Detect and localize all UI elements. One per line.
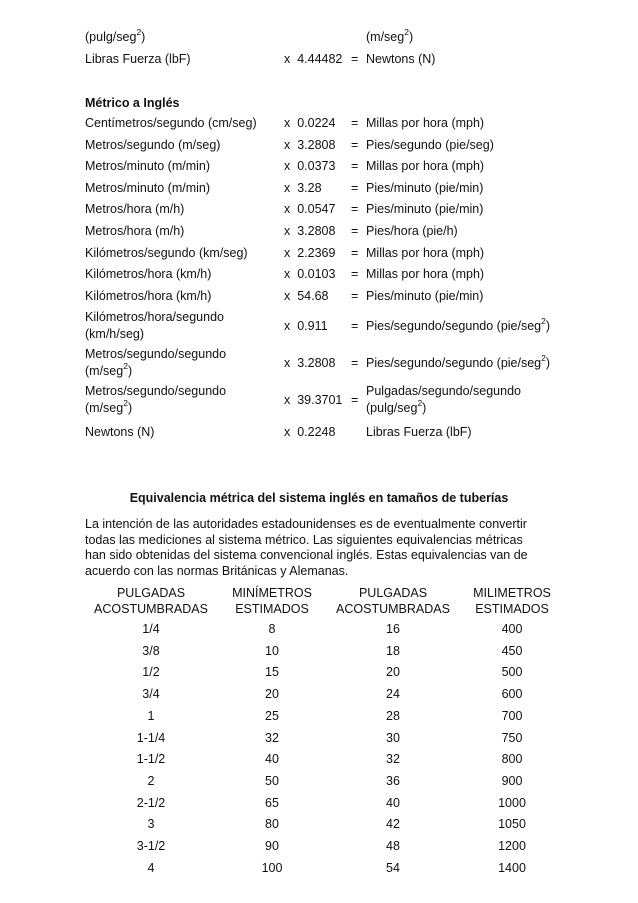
table-cell: 80 [265,817,279,832]
from-unit: Kilómetros/hora (km/h) [85,267,212,282]
from-unit: Metros/minuto (m/min) [85,180,211,195]
multiply-factor: x 3.28 [284,180,322,195]
table-cell: 90 [265,839,279,853]
intro-line: La intención de las autoridades estadounidenses es de eventualmente convertir [85,517,527,531]
from-unit: Metros/segundo (m/seg) [85,137,221,152]
from-unit: Metros/hora (m/h) [85,224,185,238]
multiply-factor: x 54.68 [284,288,329,303]
to-unit: (m/seg$^2$) [366,26,414,44]
table-cell: 48 [386,839,400,853]
table-cell: 3-1/2 [136,839,166,853]
intro-line: todas las mediciones al sistema métrico. Las siguientes equivalencias métricas [85,532,523,547]
multiply-factor: x 0.0373 [284,159,336,174]
intro-paragraph [85,517,555,579]
from-unit-abbrev: (m/seg$^2$) [85,397,133,415]
table-cell: 40 [386,795,400,810]
from-unit: Kilómetros/hora (km/h) [85,288,212,303]
from-unit: Centímetros/segundo (cm/seg) [85,116,257,130]
column-header: MILIMETROS ESTIMADOS [473,586,551,616]
to-unit: Pies/segundo (pie/seg) [366,137,494,152]
table-cell: 4 [147,860,155,875]
table-cell: 20 [386,665,400,680]
table-cell: 24 [386,687,400,702]
multiply-factor: x 39.3701 [284,393,343,407]
multiply-sign: x 0.2248 [284,425,336,439]
table-cell: 18 [386,643,400,658]
to-unit: Pies/hora (pie/h) [366,224,458,238]
table-cell: 700 [501,708,523,723]
to-unit: Millas por hora (mph) [366,245,485,260]
from-unit: Metros/minuto (m/min) [85,159,211,174]
intro-line: acuerdo con las normas Británicas y Alemanas. [85,563,349,578]
equals-sign: = [351,159,359,174]
table-cell: 10 [265,643,279,658]
table-cell: 50 [265,773,279,788]
table-cell: 2 [147,773,155,788]
from-unit-abbrev: (km/h/seg) [85,327,145,341]
from-unit: Metros/hora (m/h) [85,202,185,217]
equals-sign: = [351,288,359,303]
equals-sign: = [351,52,359,66]
multiply-factor: x 3.2808 [284,224,336,238]
table-cell: 16 [386,622,400,636]
from-unit: Metros/segundo/segundo [85,347,227,361]
to-unit: Pies/minuto (pie/min) [366,180,484,195]
to-unit: Pulgadas/segundo/segundo [366,384,521,398]
to-unit: Pies/segundo/segundo (pie/seg$^2$) [366,315,551,333]
equals-sign: = [351,180,359,195]
column-header: PULGADAS ACOSTUMBRADAS [94,586,208,616]
section-title-pipe-sizes: Equivalencia métrica del sistema inglés en tamaños de tuberías [129,491,509,505]
equals-sign: = [351,224,359,238]
column-header: MINÍMETROS ESTIMADOS [232,586,312,616]
to-unit: Pies/minuto (pie/min) [366,202,484,217]
section-heading-metric-to-english: Métrico a Inglés [85,96,180,110]
table-cell: 65 [265,795,279,810]
multiply-factor: x 2.2369 [284,245,336,260]
to-unit: Millas por hora (mph) [366,159,485,174]
to-unit: Pies/minuto (pie/min) [366,288,484,303]
multiply-factor: x 3.2808 [284,356,336,370]
table-cell: 30 [386,730,400,745]
table-cell: 450 [501,643,523,658]
equals-sign: = [351,267,359,282]
table-cell: 1/2 [142,665,160,680]
table-cell: 1000 [498,795,526,810]
multiply-factor: x 0.0224 [284,116,336,130]
to-unit: Millas por hora (mph) [366,267,485,282]
from-unit: (pulg/seg$^2$) [85,26,146,44]
table-cell: 54 [386,860,400,875]
table-cell: 1050 [498,817,526,832]
to-unit: Newtons (N) [366,52,436,66]
from-unit: Libras Fuerza (lbF) [85,52,191,66]
table-cell: 3 [147,817,155,832]
table-cell: 400 [501,622,523,636]
table-cell: 3/8 [142,643,160,658]
to-unit: Millas por hora (mph) [366,116,485,130]
column-header: PULGADAS ACOSTUMBRADAS [336,586,450,616]
table-cell: 1/4 [142,622,160,636]
equals-sign: = [351,393,359,407]
table-cell: 1400 [498,860,526,875]
multiply-factor: x 3.2808 [284,137,336,152]
equals-sign: = [351,356,359,370]
table-cell: 20 [265,687,279,702]
table-cell: 8 [268,622,276,636]
table-cell: 1 [147,708,155,723]
table-cell: 750 [501,730,523,745]
multiply-sign: x 4.44482 [284,52,343,66]
multiply-factor: x 0.911 [284,319,328,333]
table-cell: 25 [265,708,279,723]
intro-line: han sido obtenidas del sistema convencional inglés. Estas equivalencias van de [85,548,528,562]
equals-sign: = [351,137,359,152]
table-cell: 2-1/2 [136,795,166,810]
table-cell: 500 [501,665,523,680]
table-cell: 3/4 [142,687,160,702]
table-cell: 1-1/2 [136,752,166,767]
table-cell: 32 [386,752,400,767]
table-cell: 800 [501,752,523,767]
table-cell: 900 [501,773,523,788]
to-unit: Pies/segundo/segundo (pie/seg$^2$) [366,352,551,370]
equals-sign: = [351,116,359,130]
multiply-factor: x 0.0103 [284,267,336,282]
table-cell: 1200 [498,839,526,853]
from-unit: Kilómetros/hora/segundo [85,310,224,324]
to-unit-abbrev: (pulg/seg$^2$) [366,397,427,415]
multiply-factor: x 0.0547 [284,202,336,217]
from-unit: Metros/segundo/segundo [85,384,227,398]
to-unit: Libras Fuerza (lbF) [366,425,472,439]
table-cell: 600 [501,687,523,702]
from-unit: Kilómetros/segundo (km/seg) [85,245,248,260]
equals-sign: = [351,245,359,260]
equals-sign: = [351,319,359,333]
table-cell: 40 [265,752,279,767]
table-cell: 100 [261,860,283,875]
table-cell: 1-1/4 [136,730,166,745]
from-unit: Newtons (N) [85,425,155,439]
table-cell: 32 [265,730,279,745]
equals-sign: = [351,202,359,217]
table-cell: 42 [386,817,400,832]
from-unit-abbrev: (m/seg$^2$) [85,360,133,378]
table-cell: 15 [265,665,279,680]
table-cell: 28 [386,708,400,723]
table-cell: 36 [386,773,400,788]
